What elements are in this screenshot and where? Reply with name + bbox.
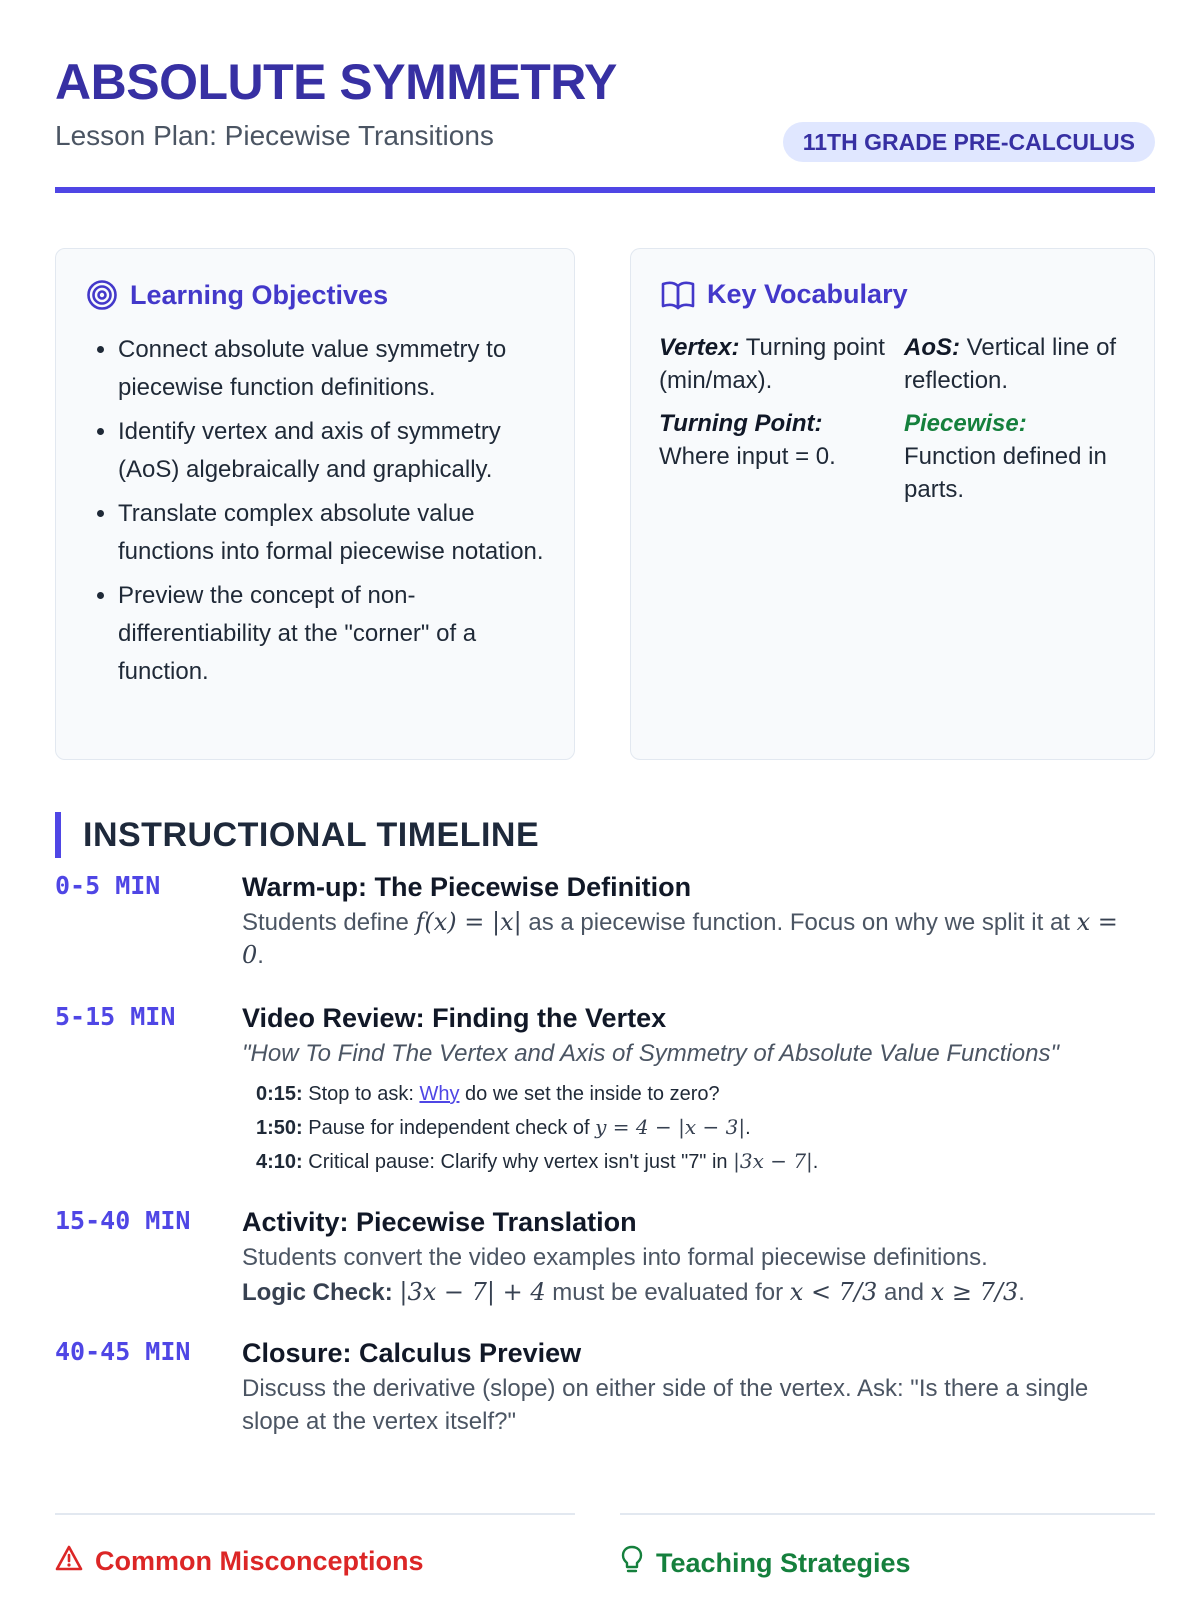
text-segment: .	[257, 942, 264, 969]
vocab-definition: Turning point (min/max).	[659, 334, 885, 394]
timeline-title: Warm-up: The Piecewise Definition	[242, 872, 692, 902]
key-vocabulary-title: Key Vocabulary	[707, 279, 908, 309]
text-segment: Pause for independent check of	[308, 1117, 590, 1139]
logic-check	[242, 1276, 1132, 1309]
video-stop	[256, 1145, 1132, 1179]
video-stop-list	[242, 1078, 1132, 1179]
timeline-time: 15-40 MIN	[55, 1206, 191, 1235]
text-segment: .	[745, 1117, 751, 1139]
text-segment: do we set the inside to zero?	[465, 1083, 720, 1105]
timeline-body	[242, 1001, 1132, 1179]
text-segment: Stop to ask:	[308, 1083, 414, 1105]
text-segment: .	[812, 1151, 819, 1173]
math-expression: x = 0	[242, 908, 1118, 969]
math-expression: |3x − 7| + 4	[399, 1278, 546, 1306]
text-segment: .	[1018, 1279, 1025, 1306]
vocab-entry-piecewise	[904, 407, 1134, 506]
list-item: • Identify vertex and axis of symmetry (AoS) algebraically and graphically.	[118, 413, 544, 489]
timeline-text	[242, 906, 1132, 972]
video-stop	[256, 1078, 1132, 1111]
text-segment: as a piecewise function. Focus on why we split it at	[528, 909, 1070, 936]
vocab-entry-vertex	[659, 331, 904, 397]
timeline-text: Students convert the video examples into formal piecewise definitions.	[242, 1244, 988, 1271]
vocab-entry-turning-point	[659, 407, 904, 506]
learning-objectives-title: Learning Objectives	[130, 279, 389, 310]
misconceptions-title: Common Misconceptions	[95, 1546, 424, 1576]
timestamp: 1:50:	[256, 1117, 303, 1139]
timeline-text: Discuss the derivative (slope) on either side of the vertex. Ask: "Is there a single slope at the vertex itself?"	[242, 1375, 1089, 1435]
text-segment: and	[883, 1279, 925, 1306]
grade-badge: 11TH GRADE PRE-CALCULUS	[783, 122, 1155, 162]
vocab-term: Vertex:	[659, 334, 740, 361]
timeline-heading: INSTRUCTIONAL TIMELINE	[55, 812, 539, 858]
list-item: • Preview the concept of non-differentiability at the "corner" of a function.	[118, 577, 544, 691]
warning-triangle-icon	[55, 1545, 83, 1578]
timestamp: 4:10:	[256, 1151, 303, 1173]
vocab-definition: Function defined in parts.	[904, 443, 1107, 503]
vocab-term: Turning Point:	[659, 410, 823, 437]
vocab-term: Piecewise:	[904, 410, 1027, 437]
misconceptions-header	[55, 1545, 424, 1578]
vocab-term: AoS:	[904, 334, 960, 361]
learning-objectives-card	[55, 248, 575, 760]
objectives-list	[86, 331, 544, 697]
learning-objectives-header	[86, 279, 388, 311]
timeline-title: Video Review: Finding the Vertex	[242, 1003, 667, 1033]
text-segment: Critical pause: Clarify why vertex isn't just "7" in	[308, 1151, 728, 1173]
timeline-time: 40-45 MIN	[55, 1337, 191, 1366]
math-expression: |3x − 7|	[733, 1149, 813, 1173]
header-divider	[55, 187, 1155, 193]
math-expression: x < 7/3	[789, 1278, 878, 1306]
key-vocabulary-card	[630, 248, 1155, 760]
math-expression: f(x) = |x|	[415, 908, 522, 936]
lightbulb-icon	[620, 1545, 644, 1582]
timeline-time: 0-5 MIN	[55, 871, 161, 900]
video-title-quote: "How To Find The Vertex and Axis of Symmetry of Absolute Value Functions"	[242, 1040, 1059, 1067]
why-link[interactable]: Why	[419, 1083, 460, 1105]
timeline-title: Activity: Piecewise Translation	[242, 1207, 637, 1237]
timeline-body	[242, 1205, 1132, 1309]
vocab-definition: Where input = 0.	[659, 443, 836, 470]
text-segment: Students define	[242, 909, 409, 936]
vocabulary-grid	[659, 331, 1134, 506]
vocab-entry-aos	[904, 331, 1134, 397]
timestamp: 0:15:	[256, 1083, 303, 1105]
timeline-time: 5-15 MIN	[55, 1002, 176, 1031]
timeline-body	[242, 1336, 1132, 1438]
strategies-divider	[620, 1513, 1155, 1515]
math-expression: y = 4 − |x − 3|	[595, 1115, 746, 1139]
strategies-title: Teaching Strategies	[656, 1548, 911, 1578]
vocab-definition: Vertical line of reflection.	[904, 334, 1117, 394]
video-stop	[256, 1111, 1132, 1145]
misconceptions-divider	[55, 1513, 575, 1515]
timeline-body	[242, 870, 1132, 972]
timeline-title: Closure: Calculus Preview	[242, 1338, 582, 1368]
math-expression: x ≥ 7/3	[930, 1278, 1019, 1306]
strategies-header	[620, 1545, 911, 1582]
page-subtitle: Lesson Plan: Piecewise Transitions	[55, 120, 494, 151]
list-item: • Connect absolute value symmetry to piecewise function definitions.	[118, 331, 544, 407]
book-open-icon	[661, 280, 695, 310]
text-segment: must be evaluated for	[552, 1279, 784, 1306]
target-icon	[86, 279, 118, 311]
key-vocabulary-header	[661, 279, 908, 310]
logic-check-label: Logic Check:	[242, 1279, 393, 1306]
page-title: ABSOLUTE SYMMETRY	[55, 54, 617, 110]
list-item: • Translate complex absolute value functions into formal piecewise notation.	[118, 495, 544, 571]
